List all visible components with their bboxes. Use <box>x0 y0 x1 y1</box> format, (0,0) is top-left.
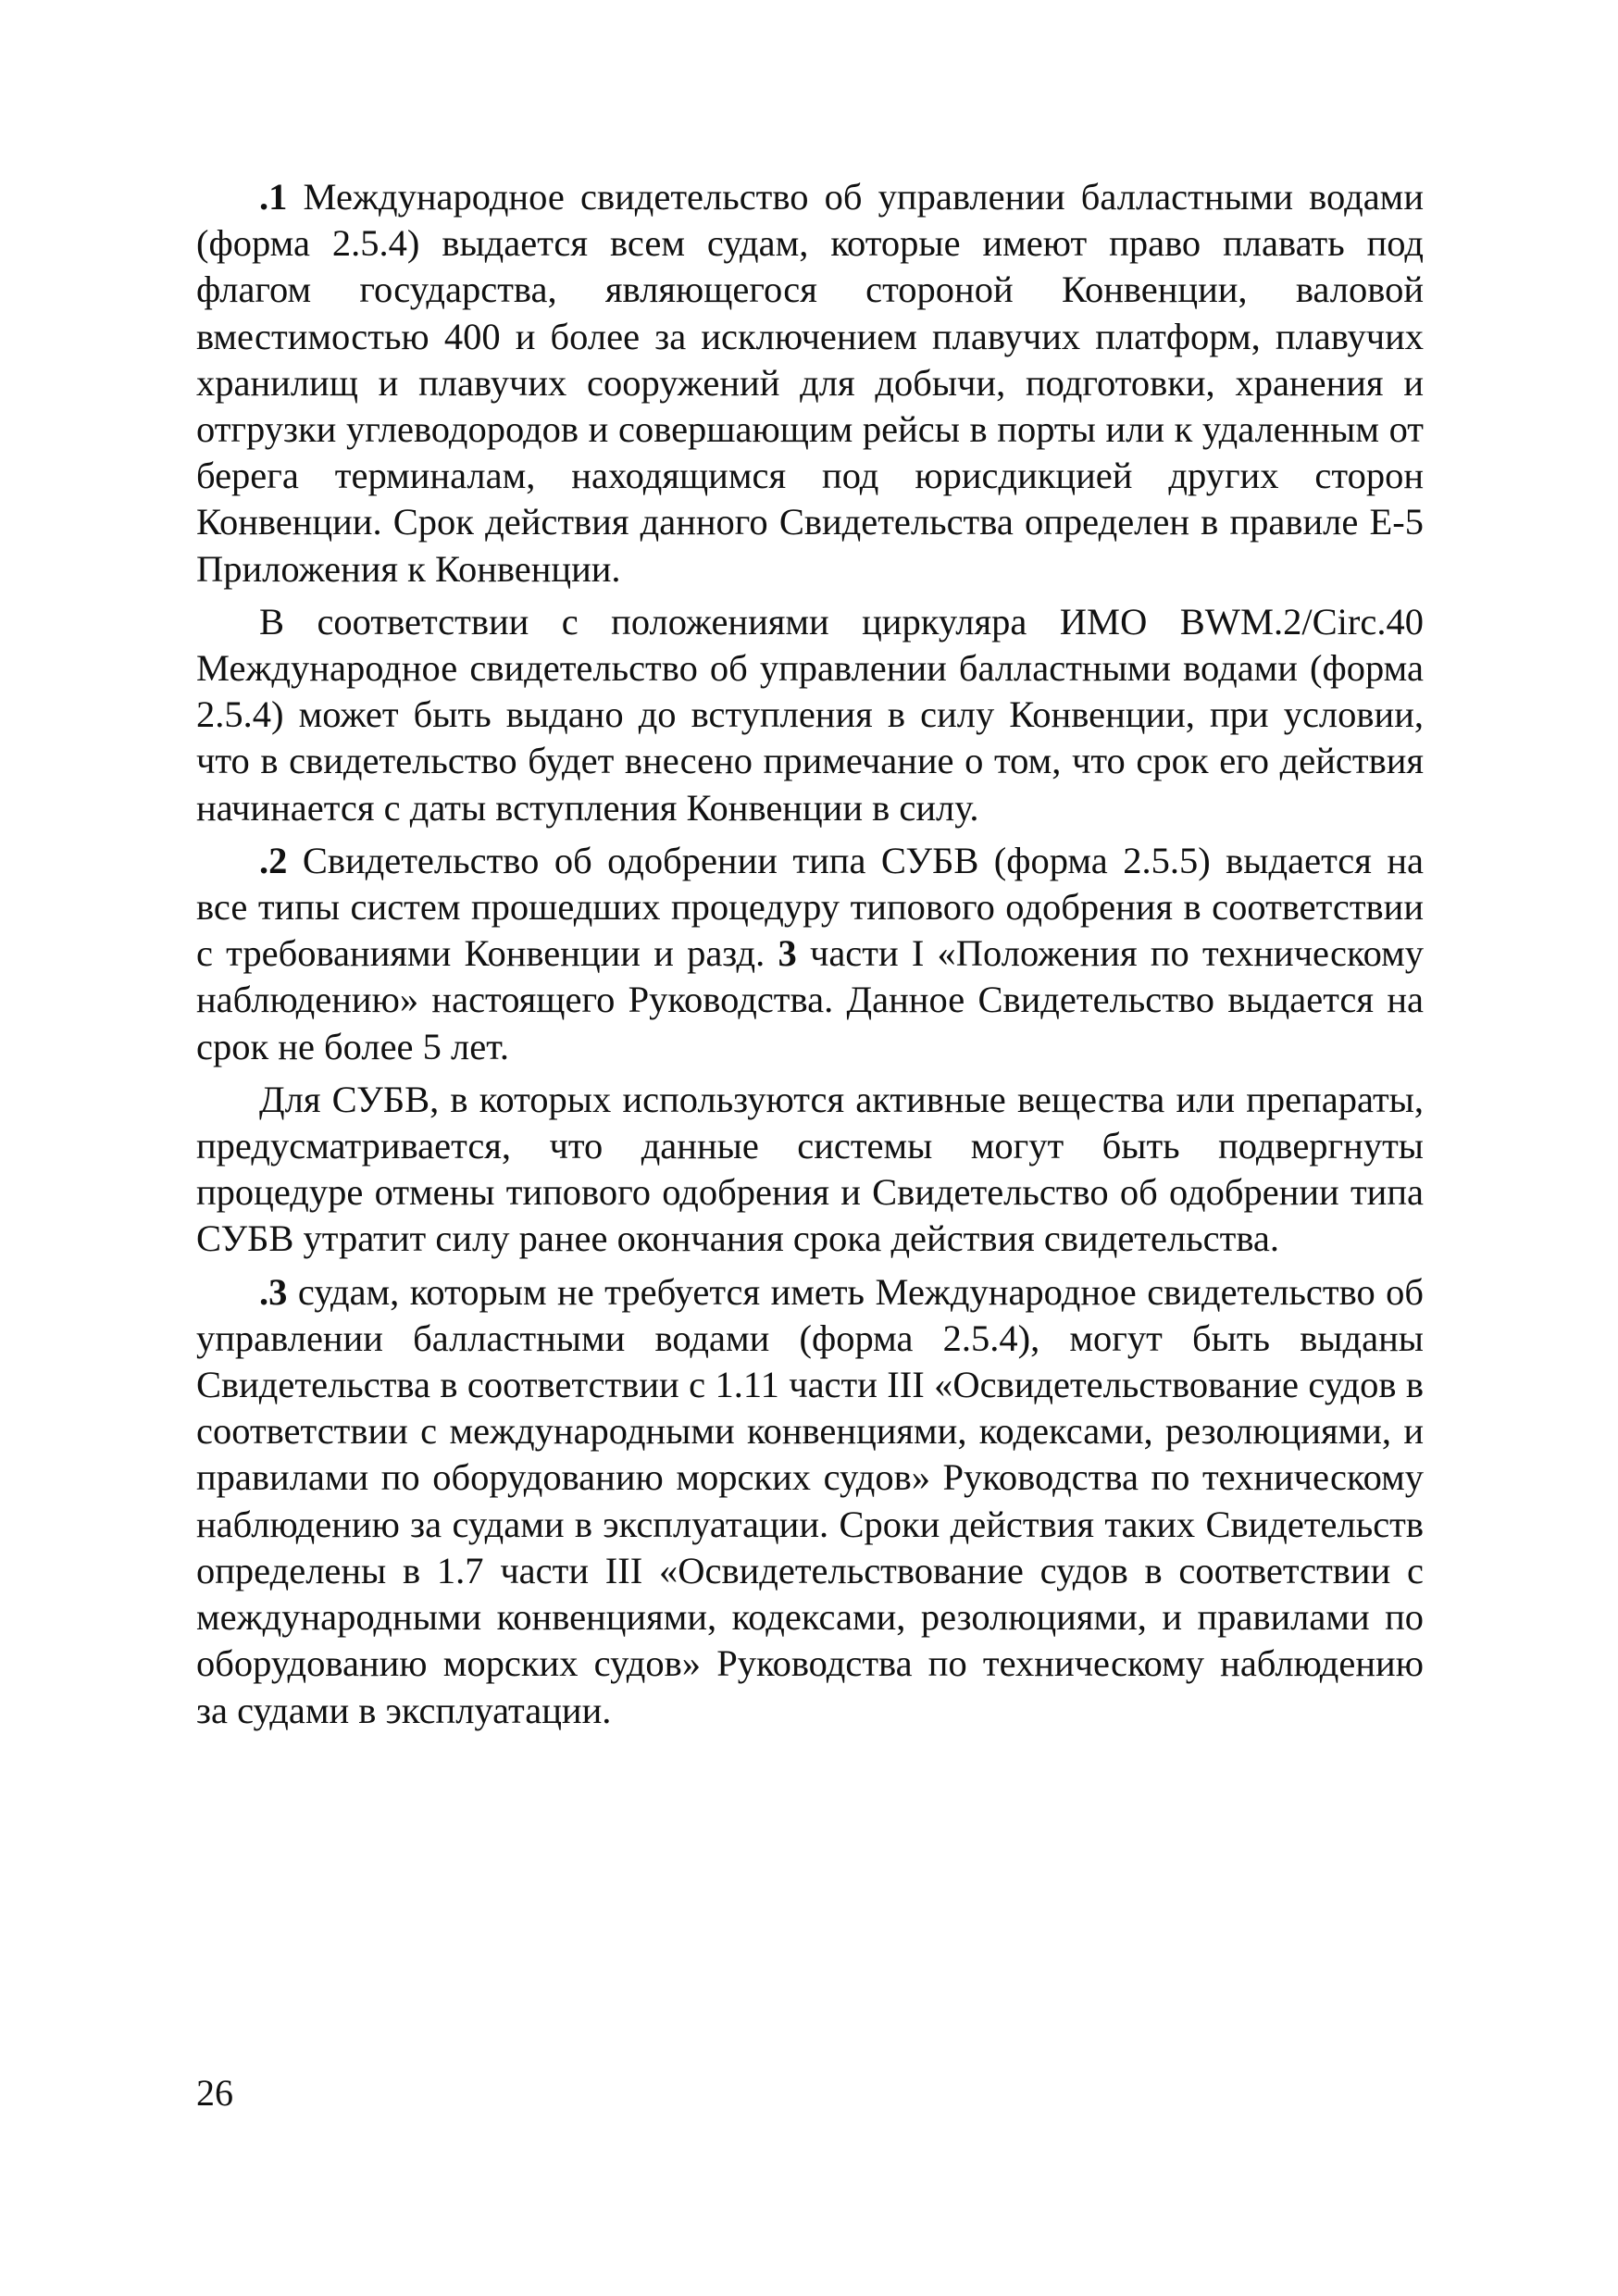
page-number: 26 <box>196 2072 233 2114</box>
section-reference: 3 <box>778 932 797 975</box>
paragraph-text: судам, которым не требуется иметь Международное свидетельство об управлении балластными водами (форма 2.5.4), могут быть выданы Свидетельства в соответствии с 1.11 части III «Освидетельствование судов в соответствии с международными конвенциями, кодексами, резолюциями, и правилами по оборудованию морских судов» Руководства по техническому наблюдению за судами в эксплуатации. Сроки действия таких Свидетельств определены в 1.7 части III «Освидетельствование судов в соответствии с международными конвенциями, кодексами, резолюциями, и правилами по оборудованию морских судов» Руководства по техническому наблюдению за судами в эксплуатации. <box>196 1270 1424 1731</box>
paragraph-2 <box>196 838 1424 1070</box>
paragraph-text: В соответствии с положениями циркуляра ИМО BWM.2/Circ.40 Международное свидетельство об управлении балластными водами (форма 2.5.4) может быть выдано до вступления в силу Конвенции, при условии, что в свидетельство будет внесено примечание о том, что срок его действия начинается с даты вступления Конвенции в силу. <box>196 600 1424 829</box>
paragraph-number: .2 <box>259 839 288 881</box>
paragraph-text: Свидетельство об одобрении типа СУБВ (форма 2.5.5) выдается на все типы систем прошедших процедуру типового одобрения в соответствии с требованиями Конвенции и разд. <box>196 839 1424 975</box>
paragraph-text: Международное свидетельство об управлении балластными водами (форма 2.5.4) выдается всем судам, которые имеют право плавать под флагом государства, являющегося стороной Конвенции, валовой вместимостью 400 и более за исключением плавучих платформ, плавучих хранилищ и плавучих сооружений для добычи, подготовки, хранения и отгрузки углеводородов и совершающим рейсы в порты или к удаленным от берега терминалам, находящимся под юрисдикцией других сторон Конвенции. Срок действия данного Свидетельства определен в правиле E-5 Приложения к Конвенции. <box>196 176 1424 590</box>
paragraph-active-substances <box>196 1077 1424 1263</box>
paragraph-number: .1 <box>259 176 288 218</box>
paragraph-circular <box>196 599 1424 831</box>
document-body <box>196 174 1424 1741</box>
paragraph-text: Для СУБВ, в которых используются активные вещества или препараты, предусматривается, что данные системы могут быть подвергнуты процедуре отмены типового одобрения и Свидетельство об одобрении типа СУБВ утратит силу ранее окончания срока действия свидетельства. <box>196 1078 1424 1260</box>
paragraph-text: части I «Положения по техническому наблюдению» настоящего Руководства. Данное Свидетельство выдается на срок не более 5 лет. <box>196 932 1424 1067</box>
paragraph-3 <box>196 1269 1424 1734</box>
paragraph-number: .3 <box>259 1270 288 1313</box>
paragraph-1 <box>196 174 1424 593</box>
